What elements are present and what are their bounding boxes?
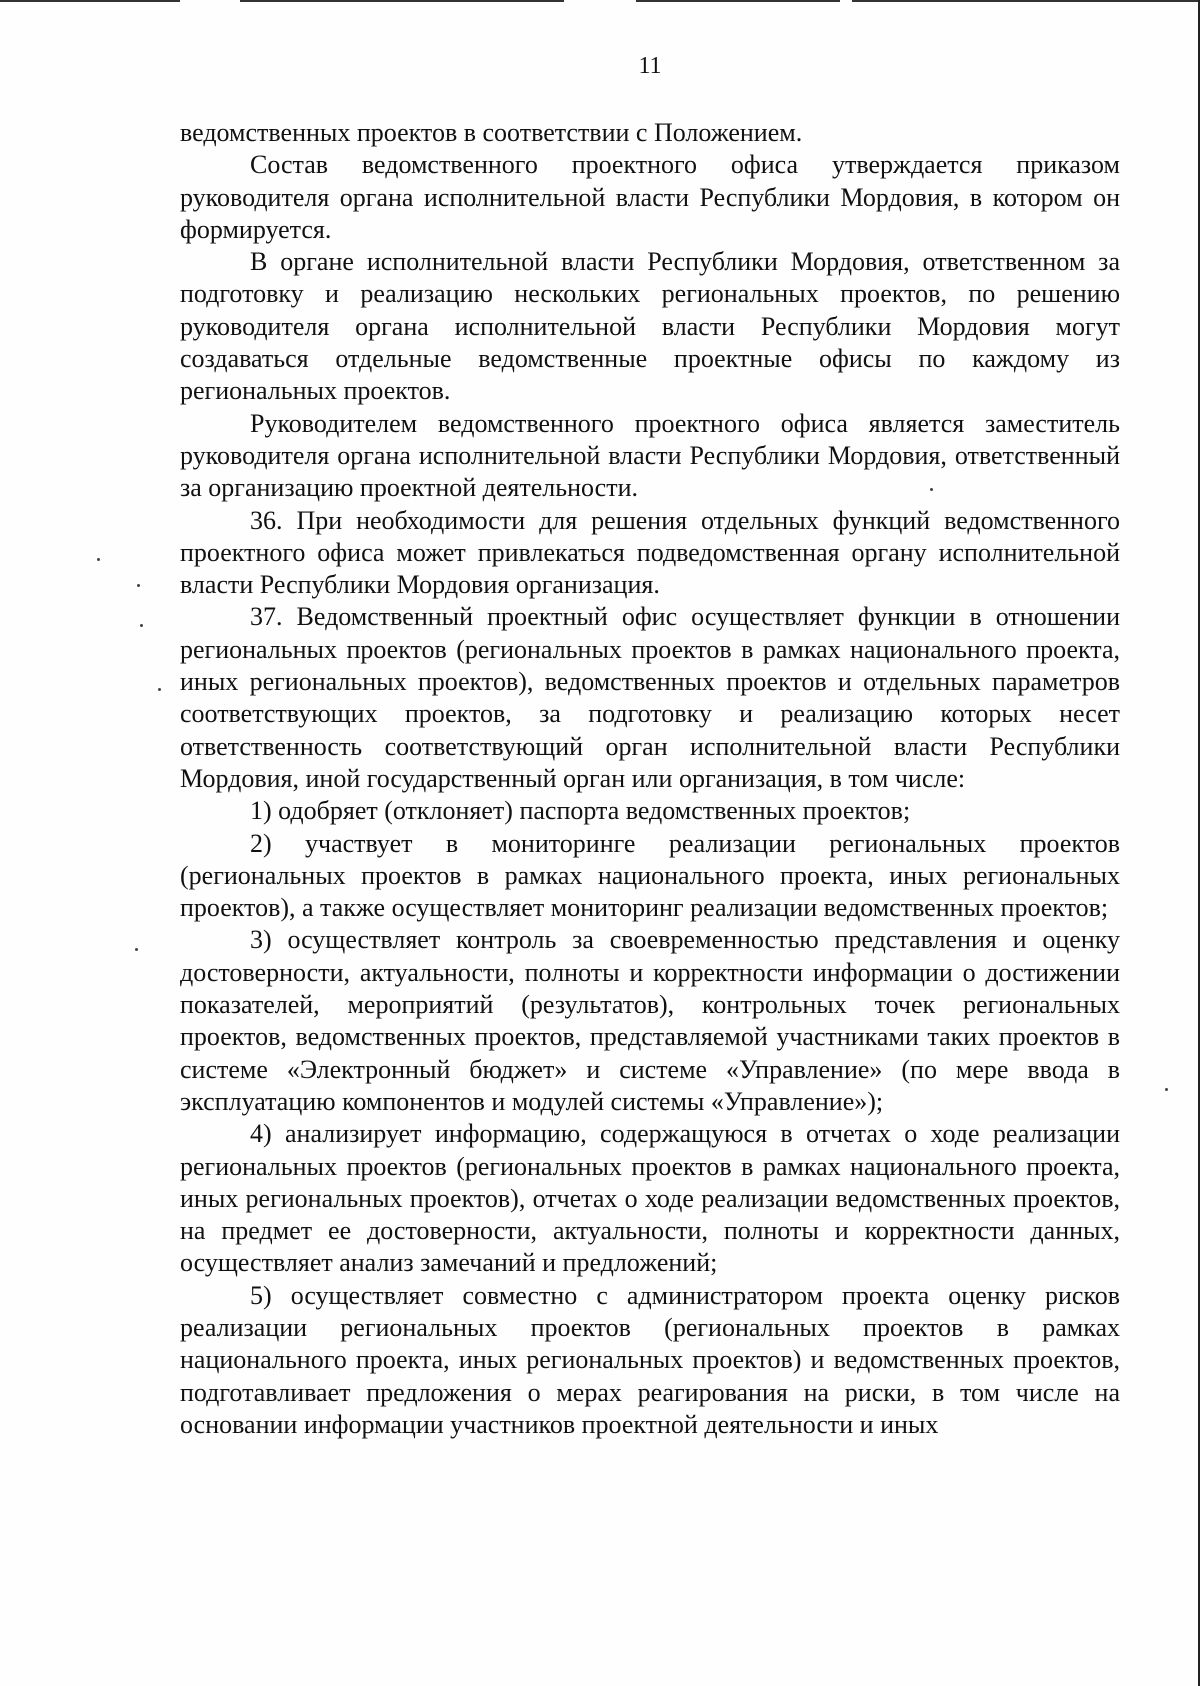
scan-speck xyxy=(930,488,933,491)
paragraph-8: 2) участвует в мониторинге реализации региональных проектов (региональных проектов в рамках национального проекта, иных региональных проектов), а также осуществляет мониторинг реализации ведомственных проектов; xyxy=(180,828,1120,923)
scan-speck xyxy=(97,558,100,561)
paragraph-9: 3) осуществляет контроль за своевременностью представления и оценку достоверности, актуальности, полноты и корректности информации о достижении показателей, мероприятий (результатов), контрольных точек региональных проектов, ведомственных проектов, представляемой участниками таких проектов в системе «Электронный бюджет» и системе «Управление» (по мере ввода в эксплуатацию компонентов и модулей системы «Управление»); xyxy=(180,925,1120,1116)
document-body xyxy=(180,117,1120,1441)
paragraph-5: 36. При необходимости для решения отдельных функций ведомственного проектного офиса может привлекаться подведомственная органу исполнительной власти Республики Мордовия организация. xyxy=(180,505,1120,600)
scan-speck xyxy=(1165,1088,1168,1091)
paragraph-2: Состав ведомственного проектного офиса утверждается приказом руководителя органа исполнительной власти Республики Мордовия, в котором он формируется. xyxy=(180,150,1120,244)
paragraph-4: Руководителем ведомственного проектного офиса является заместитель руководителя органа исполнительной власти Республики Мордовия, ответственный за организацию проектной деятельности. xyxy=(180,408,1120,503)
page-number: 11 xyxy=(638,53,662,79)
scan-speck xyxy=(140,624,143,627)
paragraph-1: ведомственных проектов в соответствии с Положением. xyxy=(180,118,803,147)
scan-edge-top xyxy=(0,0,1200,2)
paragraph-11: 5) осуществляет совместно с администратором проекта оценку рисков реализации региональных проектов (региональных проектов в рамках национального проекта, иных региональных проектов) и ведомственных проектов, подготавливает предложения о мерах реагирования на риски, в том числе на основании информации участников проектной деятельности и иных xyxy=(180,1280,1120,1439)
scan-speck xyxy=(135,948,138,951)
paragraph-3: В органе исполнительной власти Республики Мордовия, ответственном за подготовку и реализацию нескольких региональных проектов, по решению руководителя органа исполнительной власти Республики Мордовия могут создаваться отдельные ведомственные проектные офисы по каждому из региональных проектов. xyxy=(180,247,1120,406)
scan-speck xyxy=(158,688,161,691)
paragraph-7: 1) одобряет (отклоняет) паспорта ведомственных проектов; xyxy=(250,796,911,826)
paragraph-6: 37. Ведомственный проектный офис осуществляет функции в отношении региональных проектов (региональных проектов в рамках национального проекта, иных региональных проектов), ведомственных проектов и отдельных параметров соответствующих проектов, за подготовку и реализацию которых несет ответственность соответствующий орган исполнительной власти Республики Мордовия, иной государственный орган или организация, в том числе: xyxy=(180,602,1120,793)
paragraph-10: 4) анализирует информацию, содержащуюся в отчетах о ходе реализации региональных проектов (региональных проектов в рамках национального проекта, иных региональных проектов), отчетах о ходе реализации ведомственных проектов, на предмет ее достоверности, актуальности, полноты и корректности данных, осуществляет анализ замечаний и предложений; xyxy=(180,1119,1120,1278)
scan-speck xyxy=(137,584,140,587)
